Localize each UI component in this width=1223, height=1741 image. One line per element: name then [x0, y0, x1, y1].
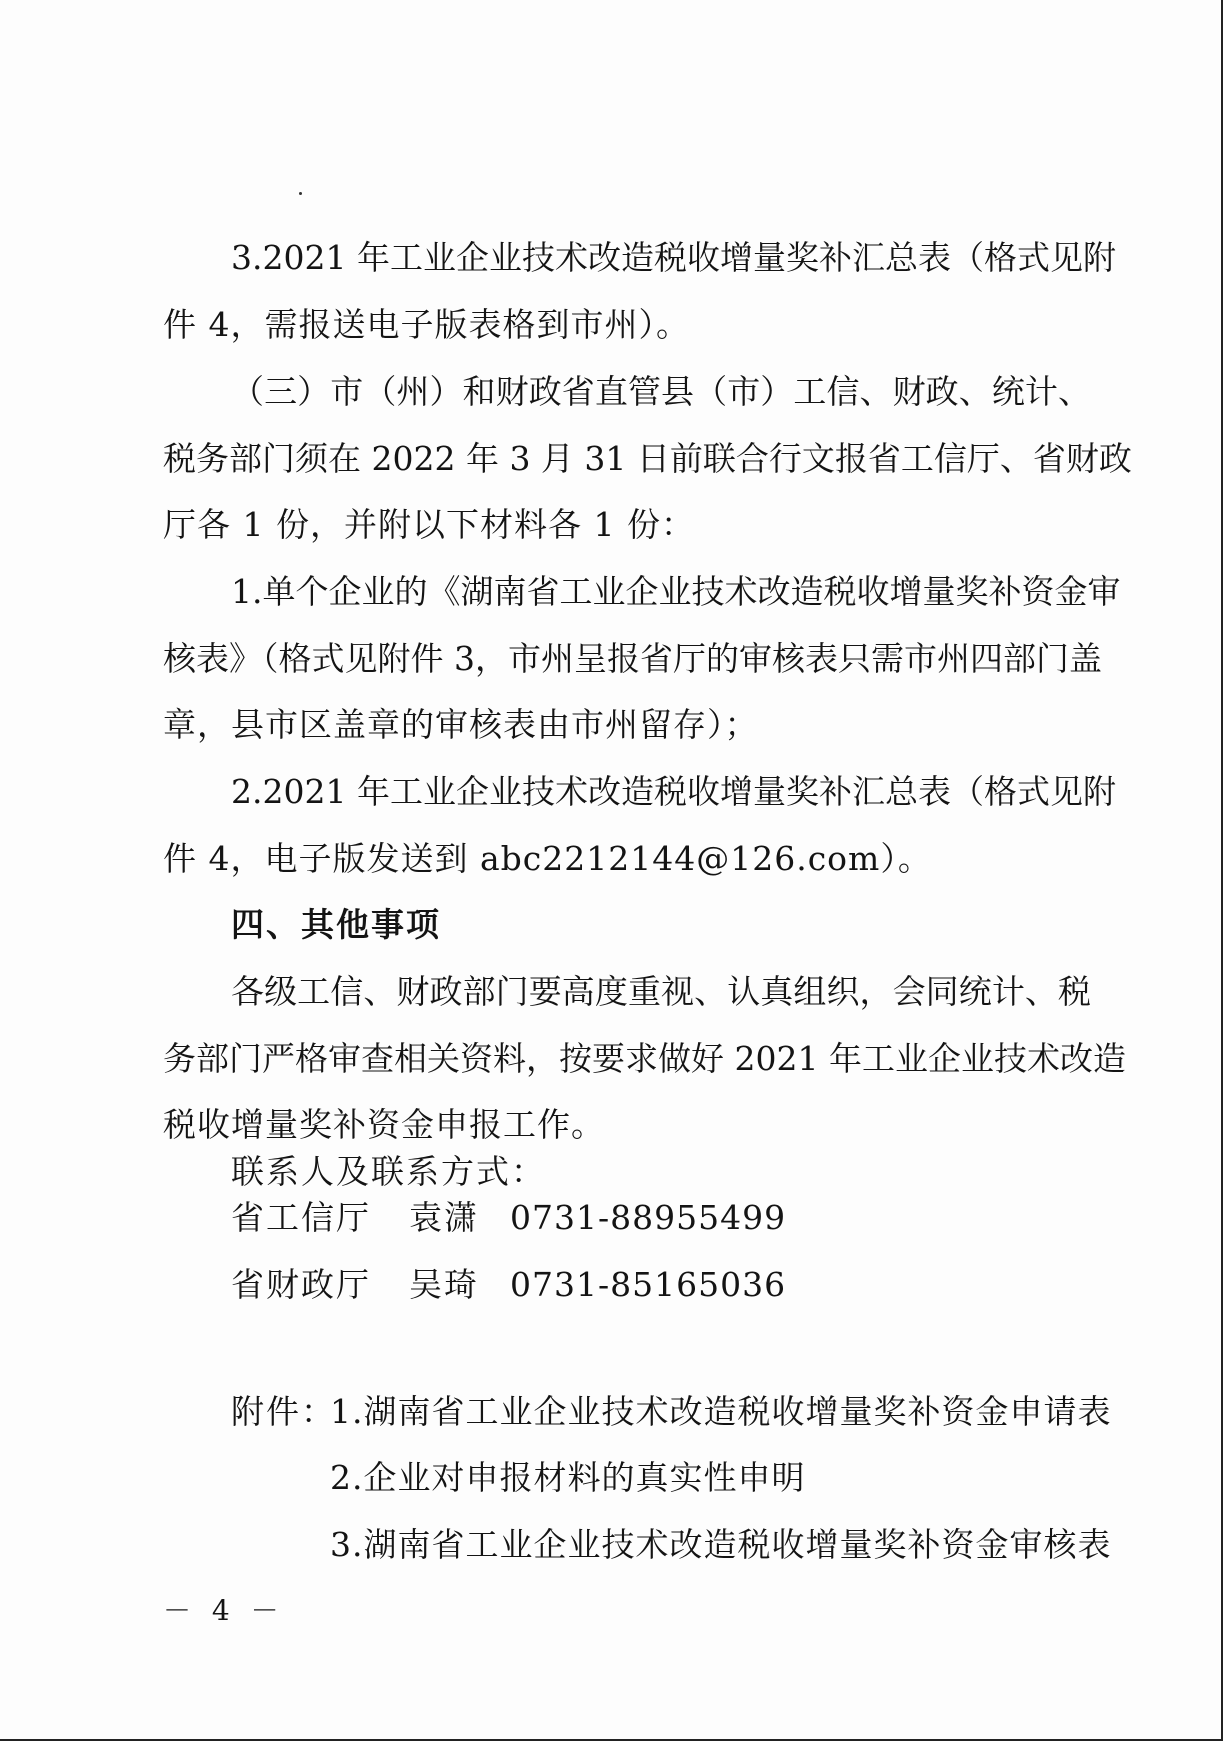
paragraph-5-line-2: 务部门严格审查相关资料，按要求做好 2021 年工业企业技术改造	[163, 1039, 1126, 1078]
scan-speck	[299, 192, 302, 195]
paragraph-5-line-3: 税收增量奖补资金申报工作。	[163, 1105, 605, 1144]
paragraph-4-line-1: 2.2021 年工业企业技术改造税收增量奖补汇总表（格式见附	[231, 772, 1116, 811]
contacts-label: 联系人及联系方式：	[231, 1152, 546, 1191]
contact-department: 省财政厅	[231, 1265, 371, 1304]
paragraph-3-line-1: 1.单个企业的《湖南省工业企业技术改造税收增量奖补资金审	[231, 572, 1121, 611]
attachment-item: 2.企业对申报材料的真实性申明	[330, 1458, 806, 1497]
paragraph-1-line-1: 3.2021 年工业企业技术改造税收增量奖补汇总表（格式见附	[231, 238, 1116, 277]
contact-name: 袁潇	[409, 1198, 479, 1237]
page-number: － 4 －	[163, 1594, 285, 1627]
paragraph-2-line-1: （三）市（州）和财政省直管县（市）工信、财政、统计、	[231, 372, 1091, 411]
paragraph-3-line-2: 核表》（格式见附件 3，市州呈报省厅的审核表只需市州四部门盖	[163, 639, 1102, 678]
contact-phone: 0731-85165036	[510, 1265, 787, 1304]
contact-name: 吴琦	[409, 1265, 479, 1304]
attachments-label: 附件：	[231, 1392, 336, 1431]
paragraph-1-line-2: 件 4，需报送电子版表格到市州）。	[163, 305, 690, 344]
section-heading: 四、其他事项	[231, 905, 441, 944]
contact-phone: 0731-88955499	[510, 1198, 787, 1237]
contact-department: 省工信厅	[231, 1198, 371, 1237]
paragraph-2-line-3: 厅各 1 份，并附以下材料各 1 份：	[163, 505, 695, 544]
paragraph-3-line-3: 章，县市区盖章的审核表由市州留存）；	[163, 705, 759, 744]
paragraph-5-line-1: 各级工信、财政部门要高度重视、认真组织，会同统计、税	[231, 972, 1091, 1011]
paragraph-4-line-2: 件 4，电子版发送到 abc2212144@126.com）。	[163, 839, 932, 878]
attachment-item: 3.湖南省工业企业技术改造税收增量奖补资金审核表	[330, 1525, 1112, 1564]
paragraph-2-line-2: 税务部门须在 2022 年 3 月 31 日前联合行文报省工信厅、省财政	[163, 439, 1132, 478]
attachment-item: 1.湖南省工业企业技术改造税收增量奖补资金申请表	[330, 1392, 1112, 1431]
